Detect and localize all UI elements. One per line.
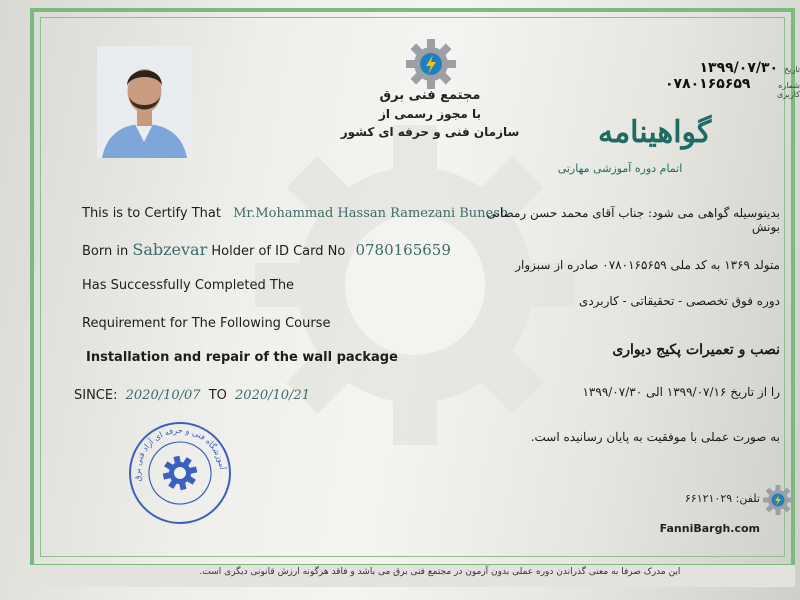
website-text: FanniBargh.com (659, 522, 760, 535)
id-number: 0780165659 (355, 241, 451, 259)
contact-phone (560, 492, 760, 505)
born-line (82, 240, 451, 259)
issue-date: ۱۳۹۹/۰۷/۳۰ (699, 60, 779, 76)
org-name: مجتمع فنی برق (379, 88, 481, 103)
phone-label: تلفن: (735, 492, 760, 505)
stamp-text: آموزشگاه فنی و حرفه ای آزاد فنی برق (132, 425, 227, 483)
start-date: 2020/10/07 (125, 388, 201, 403)
registration-number: ۰۷۸۰۱۶۵۶۵۹ (665, 76, 751, 92)
holder-photo (97, 46, 192, 158)
fa-line-birth: متولد ۱۳۶۹ به کد ملی ۰۷۸۰۱۶۵۶۵۹ صادره از سبزوار (515, 258, 780, 272)
fa-line-dates: را از تاریخ ۱۳۹۹/۰۷/۱۶ الی ۱۳۹۹/۰۷/۳۰ (582, 385, 780, 399)
corner-gear-logo (762, 484, 794, 516)
phone-number: ۶۶۱۲۱۰۲۹ (684, 492, 733, 505)
certificate-title: گواهینامه (598, 115, 712, 150)
since-line (74, 388, 310, 403)
fa-line-certify: بدینوسیله گواهی می شود: جناب آقای محمد حسن رمضانی بونش (486, 206, 780, 234)
end-date: 2020/10/21 (235, 388, 310, 403)
org-authority: سازمان فنی و حرفه ای کشور (340, 125, 520, 139)
fa-line-course-type: دوره فوق تخصصی - تحقیقاتی - کاربردی (578, 294, 780, 308)
date-block (665, 60, 800, 99)
fa-line-course: نصب و تعمیرات پکیج دیواری (612, 342, 780, 358)
birthplace: Sabzevar (132, 240, 208, 259)
course-name: Installation and repair of the wall package (86, 350, 398, 365)
requirement-line: Requirement for The Following Course (82, 316, 331, 331)
id-label: Holder of ID Card No (211, 244, 346, 259)
since-label: SINCE: (74, 388, 118, 403)
fa-line-completion: به صورت عملی با موفقیت به پایان رسانیده است. (530, 430, 780, 444)
footer-disclaimer: این مدرک صرفا به معنی گذراندن دوره عملی بدون آزمون در مجتمع فنی برق می باشد و فاقد هرگونه ارزش قانونی دیگری است. (199, 567, 681, 577)
certify-label: This is to Certify That (82, 206, 221, 221)
to-label: TO (208, 388, 227, 403)
date-label: تاریخ (784, 65, 800, 74)
certificate-subtitle: اتمام دوره آموزشی مهارتی (557, 162, 683, 175)
completed-line: Has Successfully Completed The (82, 278, 295, 293)
born-label: Born in (82, 244, 129, 259)
issuer-organization (320, 88, 540, 139)
official-stamp (125, 418, 235, 528)
reg-label: شماره کاربری (776, 81, 800, 99)
gear-bolt-logo (405, 38, 457, 90)
holder-name: Mr.Mohammad Hassan Ramezani Bunesh (233, 206, 509, 221)
org-license-line: با مجوز رسمی از (379, 107, 481, 121)
certify-line (82, 206, 508, 221)
